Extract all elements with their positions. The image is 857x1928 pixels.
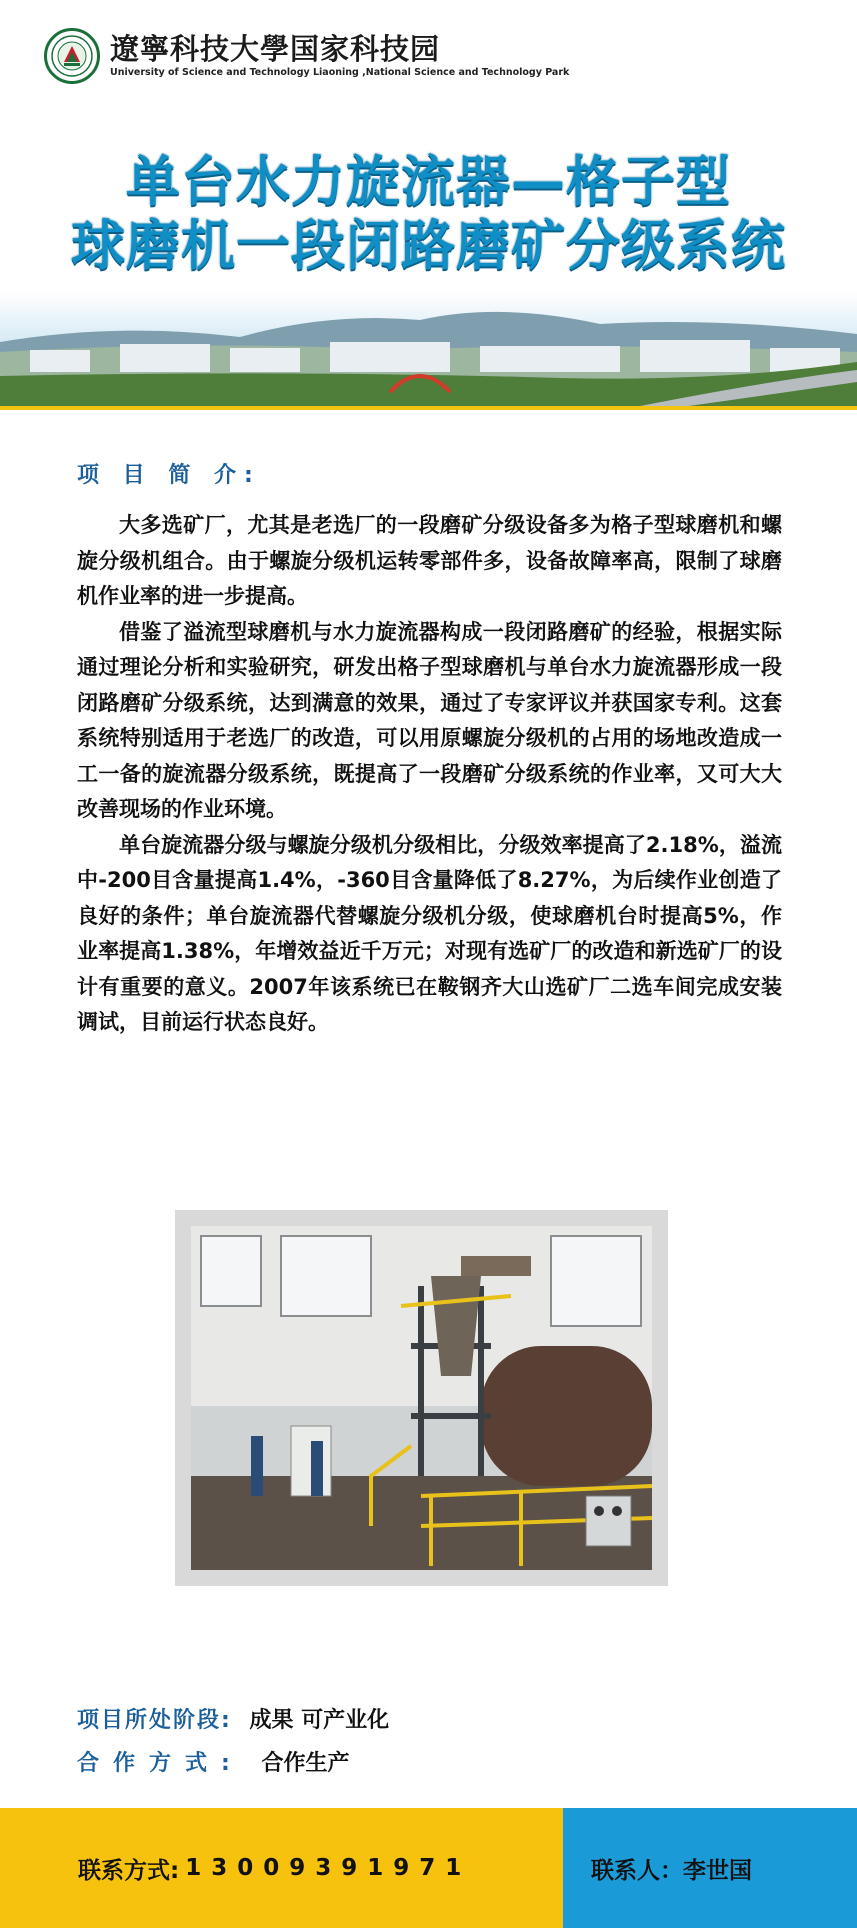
campus-banner-image [0,292,857,410]
brand [110,32,569,80]
intro-body [77,508,782,1041]
brand-name-en: University of Science and Technology Liaoning ,National Science and Technology Park [110,67,570,78]
stage-row [77,1703,389,1734]
university-logo-icon [44,28,100,84]
stage-value: 成果 可产业化 [249,1708,390,1733]
contact-phone-block [0,1808,563,1928]
intro-paragraph-1: 大多选矿厂，尤其是老选厂的一段磨矿分级设备多为格子型球磨机和螺旋分级机组合。由于螺旋分级机运转零部件多，设备故障率高，限制了球磨机作业率的进一步提高。 [77,513,782,608]
title-line-2: 球磨机一段闭路磨矿分级系统 [71,214,786,277]
contact-footer [0,1808,857,1928]
equipment-photo [175,1210,668,1586]
header [44,26,569,86]
stage-label: 项目所处阶段: [77,1708,232,1733]
brand-name-cn: 遼寧科技大學国家科技园 [110,32,441,66]
cooperation-row [77,1746,350,1777]
page-title [0,150,857,278]
cooperation-label: 合作方式: [77,1751,244,1776]
intro-heading: 项 目 简 介: [77,463,261,488]
contact-person-block [563,1808,857,1928]
contact-person: 联系人：李世国 [591,1857,752,1884]
contact-label: 联系方式: [78,1857,180,1884]
phone-number[interactable]: 13009391971 [185,1855,472,1881]
title-line-1: 单台水力旋流器—格子型 [126,150,731,213]
intro-paragraph-2: 借鉴了溢流型球磨机与水力旋流器构成一段闭路磨矿的经验，根据实际通过理论分析和实验研究，研发出格子型球磨机与单台水力旋流器形成一段闭路磨矿分级系统，达到满意的效果，通过了专家评议并获国家专利。这套系统特别适用于老选厂的改造，可以用原螺旋分级机的占用的场地改造成一工一备的旋流器分级系统，既提高了一段磨矿分级系统的作业率，又可大大改善现场的作业环境。 [77,619,782,821]
intro-paragraph-3: 单台旋流器分级与螺旋分级机分级相比，分级效率提高了2.18%，溢流中-200目含量提高1.4%，-360目含量降低了8.27%，为后续作业创造了良好的条件；单台旋流器代替螺旋分级机分级，使球磨机台时提高5%，作业率提高1.38%，年增效益近千万元；对现有选矿厂的改造和新选矿厂的设计有重要的意义。2007年该系统已在鞍钢齐大山选矿厂二选车间完成安装调试，目前运行状态良好。 [77,832,782,1034]
cooperation-value: 合作生产 [261,1751,350,1776]
